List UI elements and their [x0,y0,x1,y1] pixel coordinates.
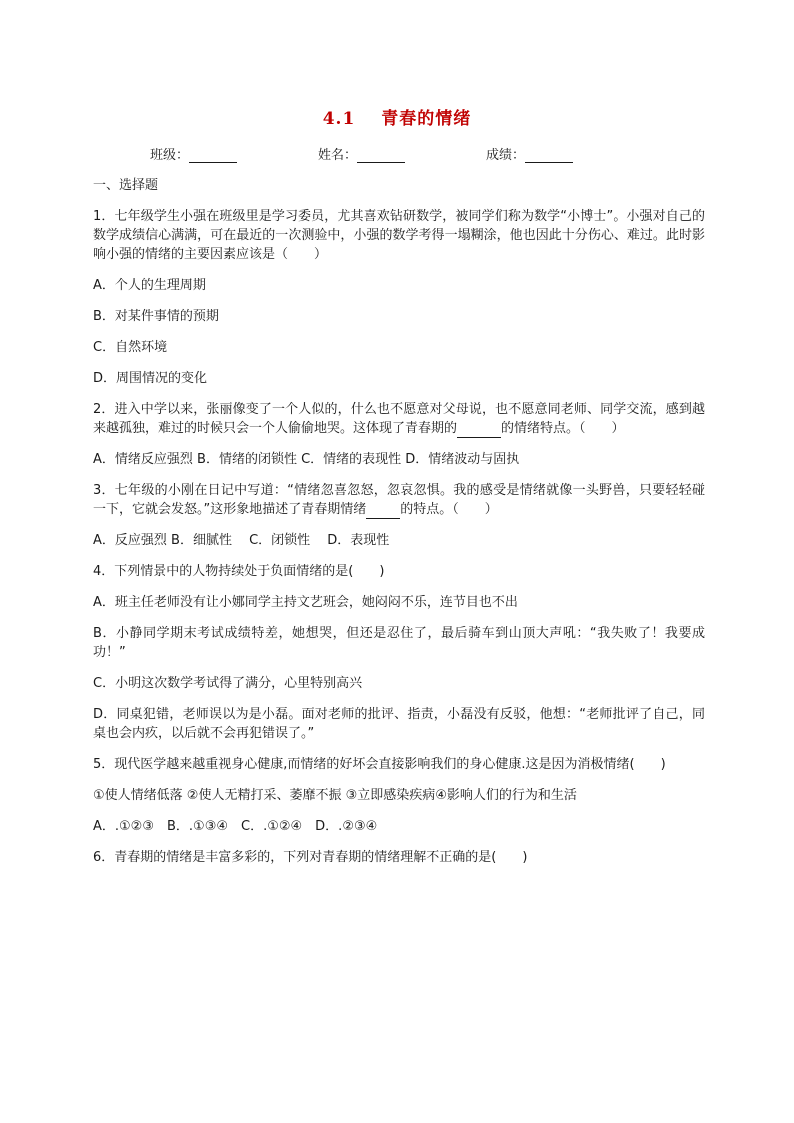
q2-stem [93,400,705,438]
name-field [318,144,405,163]
name-label: 姓名： [318,148,358,163]
q2-answer-blank[interactable] [457,423,501,438]
q5-options: A．.①②③ B．.①③④ C．.①②④ D．.②③④ [93,819,378,834]
q5-items: ①使人情绪低落 ②使人无精打采、萎靡不振 ③立即感染疾病④影响人们的行为和生活 [93,788,577,803]
questions-body [93,176,705,879]
q3-stem-before: 3．七年级的小刚在日记中写道：“情绪忽喜忽怒，忽哀忽惧。我的感受是情绪就像一头野兽，只要轻轻碰一下，它就会发怒。”这形象地描述了青春期情绪 [93,483,705,517]
q6-stem: 6．青春期的情绪是丰富多彩的，下列对青春期的情绪理解不正确的是( ) [93,850,528,865]
q3-answer-blank[interactable] [366,504,400,519]
q1-option-a: A．个人的生理周期 [93,278,206,293]
q4-option-d: D．同桌犯错，老师误以为是小磊。面对老师的批评、指责，小磊没有反驳，他想：“老师批评了自己，同桌也会内疚，以后就不会再犯错误了。” [93,707,705,741]
q1-option-c: C．自然环境 [93,340,168,355]
q2-stem-after: 的情绪特点。（ ） [501,421,625,436]
score-field [486,144,573,163]
class-label: 班级： [150,148,190,163]
q1-stem: 1．七年级学生小强在班级里是学习委员，尤其喜欢钻研数学，被同学们称为数学“小博士”。小强对自己的数学成绩信心满满，可在最近的一次测验中，小强的数学考得一塌糊涂，他也因此十分伤心、难过。此时影响小强的情绪的主要因素应该是（ ） [93,209,705,262]
q4-option-b: B．小静同学期末考试成绩特差，她想哭，但还是忍住了，最后骑车到山顶大声吼：“我失败了！我要成功！” [93,626,705,660]
q5-stem: 5．现代医学越来越重视身心健康,而情绪的好坏会直接影响我们的身心健康.这是因为消极情绪( ) [93,757,666,772]
page-title [0,104,794,129]
q4-option-c: C．小明这次数学考试得了满分，心里特别高兴 [93,676,363,691]
q1-option-d: D．周围情况的变化 [93,371,208,386]
q2-stem-before: 2．进入中学以来，张丽像变了一个人似的，什么也不愿意对父母说，也不愿意同老师、同学交流，感到越来越孤独，难过的时候只会一个人偷偷地哭。这体现了青春期的 [93,402,705,436]
class-field [150,144,237,163]
q3-stem-after: 的特点。（ ） [400,502,498,517]
q3-stem [93,481,705,519]
q1-option-b: B．对某件事情的预期 [93,309,219,324]
q3-options: A．反应强烈 B．细腻性 C．闭锁性 D．表现性 [93,533,390,548]
q4-stem: 4．下列情景中的人物持续处于负面情绪的是( ) [93,564,385,579]
q4-option-a: A．班主任老师没有让小娜同学主持文艺班会，她闷闷不乐，连节目也不出 [93,595,518,610]
section-heading: 一、选择题 [93,178,159,193]
q2-options: A．情绪反应强烈 B．情绪的闭锁性 C．情绪的表现性 D．情绪波动与固执 [93,452,520,467]
name-blank[interactable] [357,148,405,163]
score-blank[interactable] [525,148,573,163]
lesson-number: 4.1 [322,109,356,129]
score-label: 成绩： [486,148,526,163]
class-blank[interactable] [189,148,237,163]
lesson-title: 青春的情绪 [381,109,472,129]
